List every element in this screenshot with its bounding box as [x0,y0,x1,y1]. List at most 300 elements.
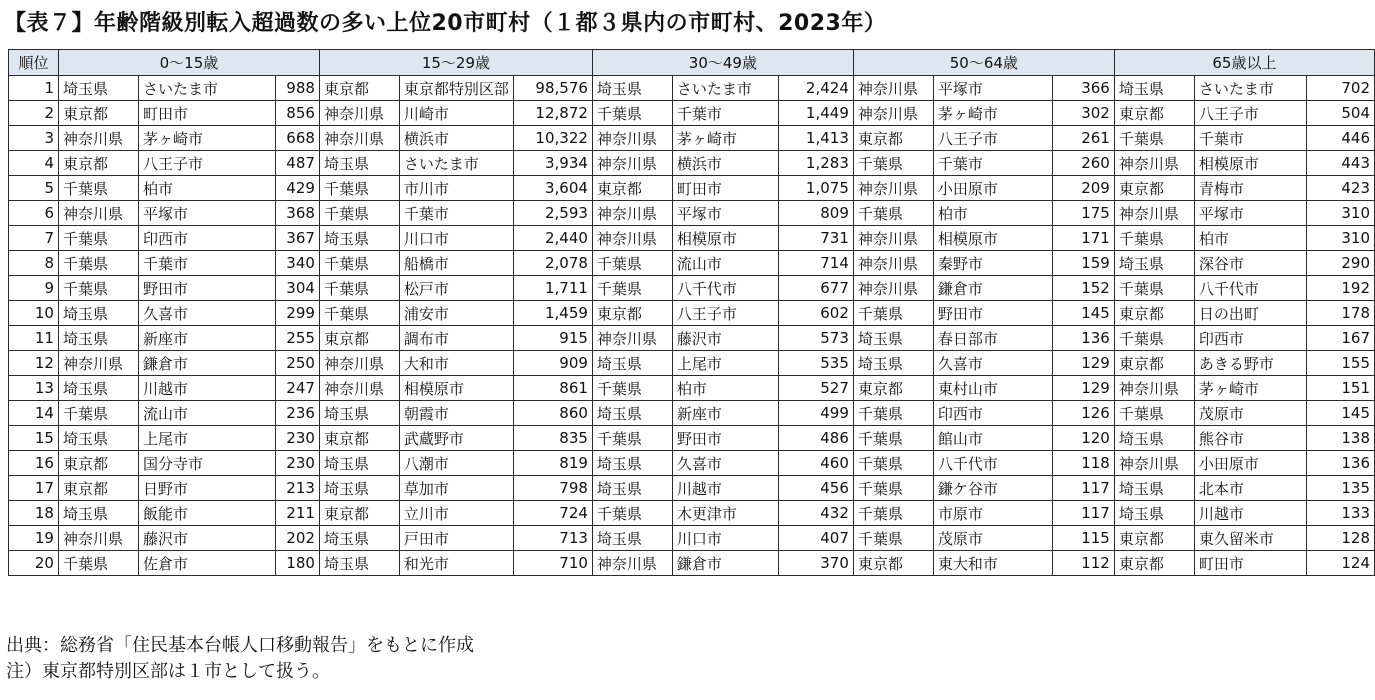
municipality-cell: あきる野市 [1194,351,1306,376]
municipality-cell: 野田市 [933,301,1052,326]
net-inflow-cell: 2,440 [513,226,592,251]
municipality-cell: 平塚市 [933,76,1052,101]
net-inflow-cell: 443 [1306,151,1374,176]
municipality-cell: 茅ヶ崎市 [138,126,275,151]
net-inflow-cell: 129 [1052,351,1114,376]
prefecture-cell: 埼玉県 [592,401,672,426]
municipality-cell: 八王子市 [672,301,778,326]
municipality-cell: 秦野市 [933,251,1052,276]
net-inflow-cell: 487 [275,151,319,176]
municipality-cell: 東久留米市 [1194,526,1306,551]
net-inflow-cell: 1,075 [778,176,853,201]
net-inflow-cell: 835 [513,426,592,451]
municipality-cell: 朝霞市 [399,401,513,426]
rank-cell: 7 [9,226,59,251]
prefecture-cell: 埼玉県 [592,526,672,551]
municipality-cell: 八千代市 [933,451,1052,476]
prefecture-cell: 神奈川県 [592,151,672,176]
net-inflow-cell: 446 [1306,126,1374,151]
municipality-cell: 大和市 [399,351,513,376]
net-inflow-cell: 192 [1306,276,1374,301]
net-inflow-cell: 702 [1306,76,1374,101]
net-inflow-cell: 211 [275,501,319,526]
net-inflow-cell: 1,711 [513,276,592,301]
prefecture-cell: 神奈川県 [853,76,933,101]
municipality-cell: 平塚市 [138,201,275,226]
prefecture-cell: 千葉県 [853,151,933,176]
municipality-cell: 町田市 [672,176,778,201]
municipality-cell: 草加市 [399,476,513,501]
net-inflow-cell: 1,449 [778,101,853,126]
net-inflow-cell: 98,576 [513,76,592,101]
municipality-cell: 鎌倉市 [933,276,1052,301]
net-inflow-cell: 713 [513,526,592,551]
net-inflow-cell: 12,872 [513,101,592,126]
net-inflow-cell: 856 [275,101,319,126]
net-inflow-cell: 126 [1052,401,1114,426]
municipality-cell: 和光市 [399,551,513,576]
net-inflow-cell: 302 [1052,101,1114,126]
prefecture-cell: 埼玉県 [58,501,138,526]
net-inflow-cell: 988 [275,76,319,101]
annotation-note: 注）東京都特別区部は１市として扱う。 [6,661,330,682]
net-inflow-cell: 310 [1306,226,1374,251]
rank-header: 順位 [9,50,59,76]
municipality-cell: 横浜市 [672,151,778,176]
prefecture-cell: 埼玉県 [58,76,138,101]
prefecture-cell: 千葉県 [319,301,399,326]
net-inflow-cell: 124 [1306,551,1374,576]
prefecture-cell: 神奈川県 [853,101,933,126]
municipality-cell: 横浜市 [399,126,513,151]
municipality-cell: 武蔵野市 [399,426,513,451]
prefecture-cell: 埼玉県 [853,326,933,351]
prefecture-cell: 東京都 [592,301,672,326]
prefecture-cell: 千葉県 [319,176,399,201]
net-inflow-cell: 261 [1052,126,1114,151]
prefecture-cell: 東京都 [319,326,399,351]
net-inflow-cell: 213 [275,476,319,501]
net-inflow-cell: 178 [1306,301,1374,326]
municipality-cell: 鎌ケ谷市 [933,476,1052,501]
municipality-cell: 熊谷市 [1194,426,1306,451]
prefecture-cell: 埼玉県 [319,226,399,251]
prefecture-cell: 千葉県 [853,451,933,476]
net-inflow-cell: 10,322 [513,126,592,151]
prefecture-cell: 神奈川県 [58,351,138,376]
net-inflow-cell: 366 [1052,76,1114,101]
table-row [9,276,1375,301]
prefecture-cell: 神奈川県 [319,351,399,376]
table-row [9,326,1375,351]
prefecture-cell: 東京都 [592,176,672,201]
municipality-cell: 立川市 [399,501,513,526]
prefecture-cell: 神奈川県 [1114,151,1194,176]
net-inflow-cell: 247 [275,376,319,401]
rank-cell: 6 [9,201,59,226]
net-inflow-cell: 290 [1306,251,1374,276]
table-row [9,101,1375,126]
table-row [9,251,1375,276]
prefecture-cell: 千葉県 [1114,126,1194,151]
municipality-cell: さいたま市 [672,76,778,101]
municipality-cell: 茂原市 [1194,401,1306,426]
municipality-cell: 野田市 [672,426,778,451]
prefecture-cell: 千葉県 [592,501,672,526]
prefecture-cell: 神奈川県 [319,126,399,151]
municipality-cell: 八王子市 [138,151,275,176]
rank-cell: 1 [9,76,59,101]
net-inflow-cell: 407 [778,526,853,551]
municipality-cell: 日野市 [138,476,275,501]
prefecture-cell: 千葉県 [58,551,138,576]
municipality-cell: 千葉市 [672,101,778,126]
table-row [9,176,1375,201]
municipality-cell: 浦安市 [399,301,513,326]
rank-cell: 9 [9,276,59,301]
rank-cell: 5 [9,176,59,201]
net-inflow-cell: 209 [1052,176,1114,201]
footnotes [6,633,474,685]
rank-cell: 14 [9,401,59,426]
prefecture-cell: 埼玉県 [1114,76,1194,101]
net-inflow-cell: 1,459 [513,301,592,326]
prefecture-cell: 千葉県 [1114,401,1194,426]
net-inflow-cell: 236 [275,401,319,426]
table-row [9,451,1375,476]
net-inflow-cell: 202 [275,526,319,551]
municipality-cell: 柏市 [933,201,1052,226]
prefecture-cell: 東京都 [58,451,138,476]
prefecture-cell: 埼玉県 [319,151,399,176]
prefecture-cell: 埼玉県 [319,526,399,551]
net-inflow-cell: 367 [275,226,319,251]
municipality-cell: 柏市 [672,376,778,401]
table-row [9,126,1375,151]
net-inflow-cell: 860 [513,401,592,426]
municipality-cell: 久喜市 [138,301,275,326]
municipality-cell: 国分寺市 [138,451,275,476]
net-inflow-cell: 117 [1052,476,1114,501]
net-inflow-cell: 915 [513,326,592,351]
net-inflow-cell: 819 [513,451,592,476]
municipality-cell: 佐倉市 [138,551,275,576]
net-inflow-cell: 1,413 [778,126,853,151]
prefecture-cell: 神奈川県 [1114,376,1194,401]
municipality-cell: 柏市 [138,176,275,201]
net-inflow-cell: 504 [1306,101,1374,126]
prefecture-cell: 埼玉県 [319,401,399,426]
net-inflow-cell: 3,604 [513,176,592,201]
net-inflow-cell: 136 [1306,451,1374,476]
prefecture-cell: 神奈川県 [592,551,672,576]
net-inflow-cell: 230 [275,426,319,451]
municipality-cell: 柏市 [1194,226,1306,251]
prefecture-cell: 神奈川県 [592,226,672,251]
ranking-table [8,49,1375,576]
prefecture-cell: 千葉県 [592,426,672,451]
net-inflow-cell: 138 [1306,426,1374,451]
rank-cell: 12 [9,351,59,376]
net-inflow-cell: 809 [778,201,853,226]
prefecture-cell: 神奈川県 [853,276,933,301]
prefecture-cell: 埼玉県 [319,451,399,476]
municipality-cell: 日の出町 [1194,301,1306,326]
municipality-cell: さいたま市 [1194,76,1306,101]
prefecture-cell: 東京都 [58,476,138,501]
prefecture-cell: 千葉県 [853,501,933,526]
rank-cell: 17 [9,476,59,501]
prefecture-cell: 神奈川県 [58,526,138,551]
municipality-cell: さいたま市 [399,151,513,176]
net-inflow-cell: 423 [1306,176,1374,201]
municipality-cell: 松戸市 [399,276,513,301]
net-inflow-cell: 486 [778,426,853,451]
net-inflow-cell: 250 [275,351,319,376]
net-inflow-cell: 175 [1052,201,1114,226]
municipality-cell: 上尾市 [138,426,275,451]
prefecture-cell: 千葉県 [853,201,933,226]
prefecture-cell: 神奈川県 [1114,201,1194,226]
prefecture-cell: 東京都 [853,126,933,151]
municipality-cell: 小田原市 [933,176,1052,201]
prefecture-cell: 埼玉県 [1114,251,1194,276]
prefecture-cell: 東京都 [1114,101,1194,126]
prefecture-cell: 東京都 [853,376,933,401]
rank-cell: 16 [9,451,59,476]
prefecture-cell: 神奈川県 [853,176,933,201]
net-inflow-cell: 535 [778,351,853,376]
net-inflow-cell: 861 [513,376,592,401]
prefecture-cell: 東京都 [58,101,138,126]
rank-cell: 3 [9,126,59,151]
rank-cell: 18 [9,501,59,526]
rank-cell: 20 [9,551,59,576]
rank-cell: 11 [9,326,59,351]
table-row [9,351,1375,376]
prefecture-cell: 埼玉県 [853,351,933,376]
municipality-cell: 千葉市 [138,251,275,276]
net-inflow-cell: 2,424 [778,76,853,101]
net-inflow-cell: 368 [275,201,319,226]
municipality-cell: 千葉市 [399,201,513,226]
municipality-cell: 相模原市 [672,226,778,251]
municipality-cell: 流山市 [138,401,275,426]
prefecture-cell: 千葉県 [58,176,138,201]
net-inflow-cell: 145 [1052,301,1114,326]
header-row [9,50,1375,76]
municipality-cell: 久喜市 [672,451,778,476]
prefecture-cell: 神奈川県 [319,101,399,126]
prefecture-cell: 東京都 [853,551,933,576]
prefecture-cell: 千葉県 [853,401,933,426]
municipality-cell: 茅ヶ崎市 [672,126,778,151]
prefecture-cell: 千葉県 [853,301,933,326]
net-inflow-cell: 128 [1306,526,1374,551]
prefecture-cell: 東京都 [1114,176,1194,201]
municipality-cell: 千葉市 [1194,126,1306,151]
prefecture-cell: 埼玉県 [58,326,138,351]
prefecture-cell: 神奈川県 [1114,451,1194,476]
municipality-cell: 青梅市 [1194,176,1306,201]
age-group-header: 15〜29歳 [319,50,592,76]
prefecture-cell: 神奈川県 [319,376,399,401]
rank-cell: 4 [9,151,59,176]
net-inflow-cell: 724 [513,501,592,526]
net-inflow-cell: 155 [1306,351,1374,376]
net-inflow-cell: 151 [1306,376,1374,401]
prefecture-cell: 東京都 [1114,301,1194,326]
net-inflow-cell: 260 [1052,151,1114,176]
age-group-header: 30〜49歳 [592,50,853,76]
municipality-cell: 八潮市 [399,451,513,476]
municipality-cell: 新座市 [138,326,275,351]
municipality-cell: 飯能市 [138,501,275,526]
net-inflow-cell: 180 [275,551,319,576]
net-inflow-cell: 460 [778,451,853,476]
source-note: 出典：総務省「住民基本台帳人口移動報告」をもとに作成 [6,635,474,656]
net-inflow-cell: 527 [778,376,853,401]
net-inflow-cell: 115 [1052,526,1114,551]
net-inflow-cell: 2,078 [513,251,592,276]
municipality-cell: 町田市 [1194,551,1306,576]
prefecture-cell: 千葉県 [592,251,672,276]
prefecture-cell: 千葉県 [319,251,399,276]
prefecture-cell: 東京都 [319,426,399,451]
prefecture-cell: 東京都 [1114,551,1194,576]
net-inflow-cell: 117 [1052,501,1114,526]
table-title: 【表７】年齢階級別転入超過数の多い上位20市町村（１都３県内の市町村、2023年） [4,11,887,36]
net-inflow-cell: 456 [778,476,853,501]
table-row [9,301,1375,326]
municipality-cell: 春日部市 [933,326,1052,351]
prefecture-cell: 神奈川県 [853,226,933,251]
net-inflow-cell: 714 [778,251,853,276]
table-row [9,501,1375,526]
net-inflow-cell: 167 [1306,326,1374,351]
rank-cell: 2 [9,101,59,126]
prefecture-cell: 千葉県 [319,276,399,301]
net-inflow-cell: 2,593 [513,201,592,226]
prefecture-cell: 千葉県 [58,226,138,251]
net-inflow-cell: 118 [1052,451,1114,476]
municipality-cell: 八王子市 [933,126,1052,151]
municipality-cell: さいたま市 [138,76,275,101]
prefecture-cell: 千葉県 [58,276,138,301]
table-row [9,476,1375,501]
net-inflow-cell: 909 [513,351,592,376]
net-inflow-cell: 340 [275,251,319,276]
table-row [9,226,1375,251]
table-body [9,76,1375,576]
age-group-header: 65歳以上 [1114,50,1374,76]
table-row [9,76,1375,101]
prefecture-cell: 千葉県 [592,101,672,126]
municipality-cell: 印西市 [138,226,275,251]
net-inflow-cell: 230 [275,451,319,476]
rank-cell: 13 [9,376,59,401]
prefecture-cell: 東京都 [319,76,399,101]
municipality-cell: 東村山市 [933,376,1052,401]
rank-cell: 15 [9,426,59,451]
municipality-cell: 川崎市 [399,101,513,126]
municipality-cell: 八千代市 [1194,276,1306,301]
municipality-cell: 船橋市 [399,251,513,276]
prefecture-cell: 東京都 [319,501,399,526]
net-inflow-cell: 499 [778,401,853,426]
net-inflow-cell: 120 [1052,426,1114,451]
municipality-cell: 茂原市 [933,526,1052,551]
prefecture-cell: 埼玉県 [58,301,138,326]
net-inflow-cell: 299 [275,301,319,326]
prefecture-cell: 埼玉県 [319,476,399,501]
municipality-cell: 調布市 [399,326,513,351]
net-inflow-cell: 145 [1306,401,1374,426]
prefecture-cell: 千葉県 [1114,226,1194,251]
prefecture-cell: 埼玉県 [592,351,672,376]
age-group-header: 0〜15歳 [58,50,319,76]
prefecture-cell: 神奈川県 [592,126,672,151]
net-inflow-cell: 731 [778,226,853,251]
table-row [9,376,1375,401]
net-inflow-cell: 112 [1052,551,1114,576]
age-group-header: 50〜64歳 [853,50,1114,76]
municipality-cell: 東大和市 [933,551,1052,576]
prefecture-cell: 神奈川県 [853,251,933,276]
prefecture-cell: 千葉県 [853,476,933,501]
municipality-cell: 小田原市 [1194,451,1306,476]
municipality-cell: 上尾市 [672,351,778,376]
municipality-cell: 北本市 [1194,476,1306,501]
municipality-cell: 東京都特別区部 [399,76,513,101]
table-row [9,201,1375,226]
net-inflow-cell: 677 [778,276,853,301]
net-inflow-cell: 136 [1052,326,1114,351]
municipality-cell: 市川市 [399,176,513,201]
municipality-cell: 川越市 [1194,501,1306,526]
municipality-cell: 平塚市 [1194,201,1306,226]
net-inflow-cell: 133 [1306,501,1374,526]
municipality-cell: 八千代市 [672,276,778,301]
municipality-cell: 鎌倉市 [138,351,275,376]
prefecture-cell: 千葉県 [58,251,138,276]
prefecture-cell: 埼玉県 [1114,426,1194,451]
net-inflow-cell: 798 [513,476,592,501]
net-inflow-cell: 432 [778,501,853,526]
municipality-cell: 千葉市 [933,151,1052,176]
municipality-cell: 八王子市 [1194,101,1306,126]
net-inflow-cell: 135 [1306,476,1374,501]
net-inflow-cell: 3,934 [513,151,592,176]
table-row [9,401,1375,426]
municipality-cell: 市原市 [933,501,1052,526]
net-inflow-cell: 152 [1052,276,1114,301]
municipality-cell: 久喜市 [933,351,1052,376]
net-inflow-cell: 573 [778,326,853,351]
rank-cell: 19 [9,526,59,551]
table-row [9,551,1375,576]
net-inflow-cell: 1,283 [778,151,853,176]
municipality-cell: 平塚市 [672,201,778,226]
prefecture-cell: 千葉県 [1114,276,1194,301]
table-row [9,151,1375,176]
net-inflow-cell: 159 [1052,251,1114,276]
municipality-cell: 藤沢市 [138,526,275,551]
municipality-cell: 深谷市 [1194,251,1306,276]
net-inflow-cell: 710 [513,551,592,576]
prefecture-cell: 埼玉県 [592,476,672,501]
prefecture-cell: 千葉県 [592,276,672,301]
